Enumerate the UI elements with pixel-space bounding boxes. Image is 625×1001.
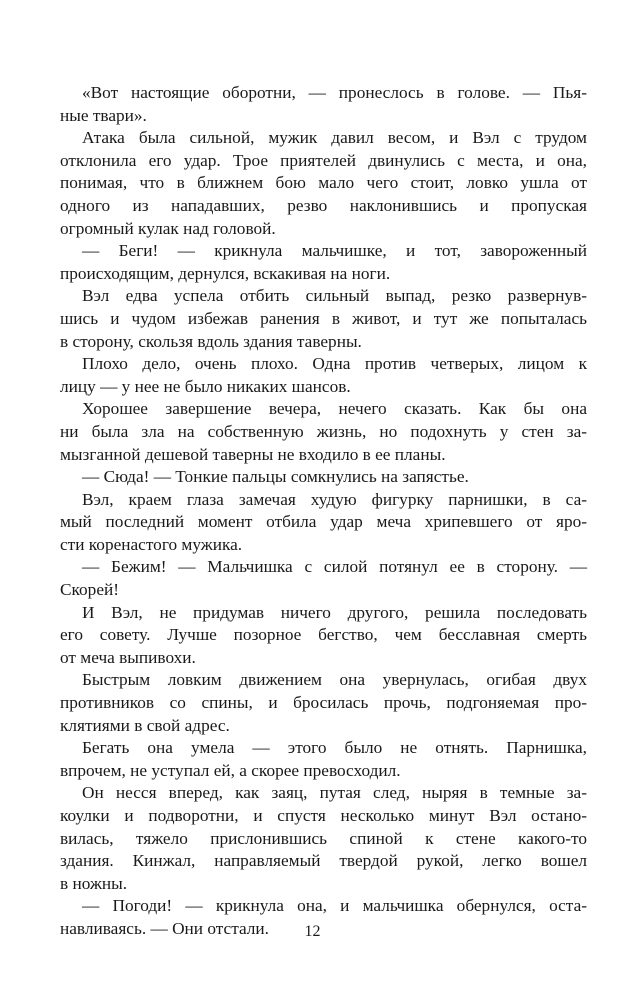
text-line: Быстрым ловким движением она увернулась, огибая двух [82,670,587,690]
text-line: его совету. Лучше позорное бегство, чем бесславная смерть [60,625,587,645]
text-line: впрочем, не уступал ей, а скорее превосходил. [60,760,401,780]
text-line: Вэл едва успела отбить сильный выпад, резко развернув- [82,286,587,306]
text-line: огромный кулак над головой. [60,218,276,238]
text-line: ные твари». [60,105,147,125]
text-line: — Беги! — крикнула мальчишке, и тот, завороженный [82,241,587,261]
text-line: в сторону, скользя вдоль здания таверны. [60,331,362,351]
text-line: сти коренастого мужика. [60,534,243,554]
text-line: здания. Кинжал, направляемый твердой рукой, легко вошел [60,851,587,871]
text-line: Вэл, краем глаза замечая худую фигурку парнишки, в са- [82,489,587,509]
text-line: Бегать она умела — этого было не отнять. Парнишка, [82,738,587,758]
text-line: отклонила его удар. Трое приятелей двинулись с места, и она, [60,150,587,170]
text-line: происходящим, дернулся, вскакивая на ноги. [60,263,391,283]
text-line: ни была зла на собственную жизнь, но подохнуть у стен за- [60,421,587,441]
text-line: лицу — у нее не было никаких шансов. [60,376,351,396]
text-line: клятиями в свой адрес. [60,715,230,735]
text-line: вилась, тяжело прислонившись спиной к стене какого-то [60,828,587,848]
text-line: коулки и подворотни, и спустя несколько минут Вэл остано- [60,806,587,825]
text-line: Плохо дело, очень плохо. Одна против четверых, лицом к [82,354,587,374]
text-line: шись и чудом избежав ранения в живот, и тут же попыталась [60,308,587,328]
text-line: понимая, что в ближнем бою мало чего стоит, ловко ушла от [60,173,587,193]
text-line: одного из нападавших, резво наклонившись и пропуская [60,195,587,215]
text-line: И Вэл, не придумав ничего другого, решила последовать [82,602,587,622]
text-line: Скорей! [60,580,119,600]
text-line: — Бежим! — Мальчишка с силой потянул ее в сторону. — [82,557,587,577]
text-line: Хорошее завершение вечера, нечего сказать. Как бы она [82,399,587,419]
text-line: — Сюда! — Тонкие пальцы сомкнулись на запястье. [82,467,469,487]
page-number: 12 [304,923,321,940]
text-line: Атака была сильной, мужик давил весом, и Вэл с трудом [82,128,587,148]
text-line: в ножны. [60,873,128,893]
text-line: «Вот настоящие оборотни, — пронеслось в голове. — Пья- [82,83,587,102]
text-line: мызганной дешевой таверны не входило в ее планы. [60,444,446,464]
body-text [60,82,587,941]
text-line: навливаясь. — Они отстали. [60,918,269,938]
text-line: мый последний момент отбила удар меча хрипевшего от яро- [60,512,587,532]
text-line: Он несся вперед, как заяц, путая след, ныряя в темные за- [82,783,587,803]
text-line: от меча выпивохи. [60,647,196,667]
text-line: — Погоди! — крикнула она, и мальчишка обернулся, оста- [82,896,587,916]
text-line: противников со спины, и бросилась прочь, подгоняемая про- [60,693,587,713]
